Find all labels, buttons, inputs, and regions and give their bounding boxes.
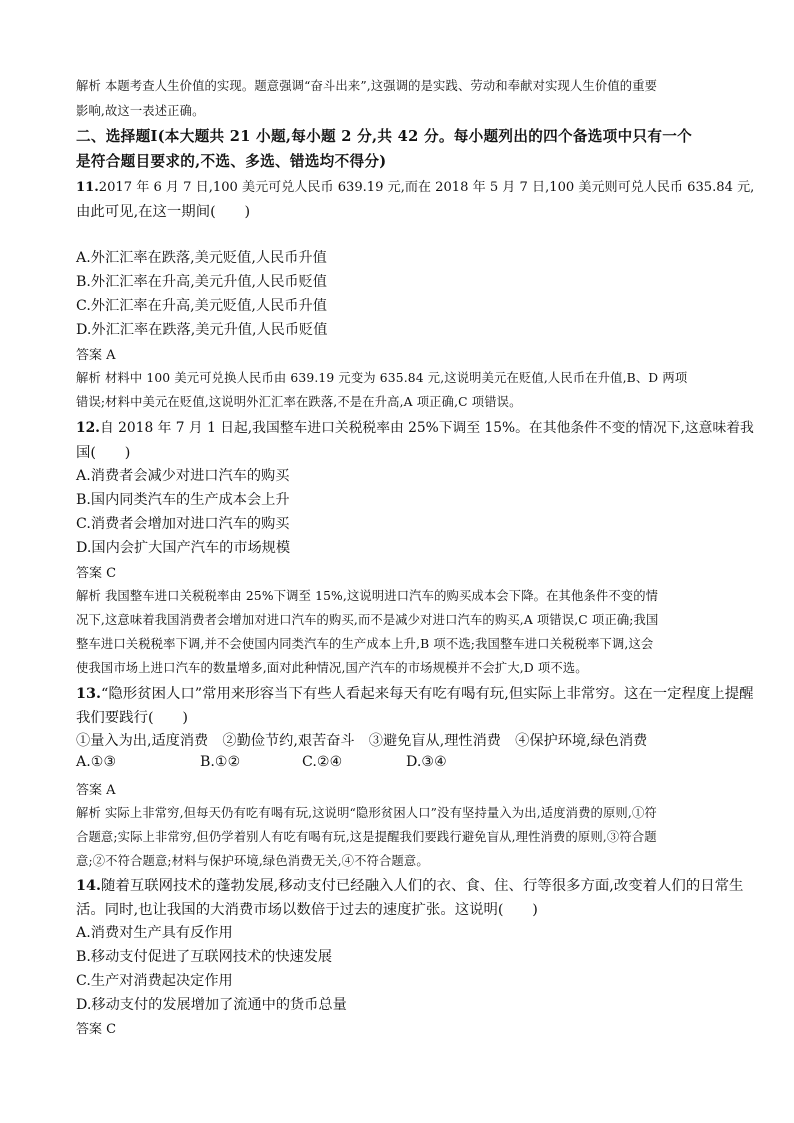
section-header-line-1: 二、选择题Ⅰ(本大题共 21 小题,每小题 2 分,共 42 分。每小题列出的四个备选项中只有一个 [76,128,693,145]
q12-explanation-line-4: 使我国市场上进口汽车的数量增多,面对此种情况,国产汽车的市场规模并不会扩大,D 项不选。 [76,661,588,675]
q12-stem-text-1: 自 2018 年 7 月 1 日起,我国整车进口关税税率由 25%下调至 15%。在其他条件不变的情况下,这意味着我 [99,420,754,436]
q12-stem-line-2: 国( ) [76,445,131,461]
q11-stem-line-1 [76,176,754,195]
q13-statements: ①量入为出,适度消费 ②勤俭节约,艰苦奋斗 ③避免盲从,理性消费 ④保护环境,绿色消费 [76,733,648,749]
q13-option-a: A.①③ [76,754,117,770]
q14-number: 14. [76,877,102,894]
q13-stem-line-1 [76,682,754,703]
q14-option-c: C.生产对消费起决定作用 [76,973,233,989]
q13-option-b: B.①② [200,754,241,770]
q12-explanation-line-1: 解析 我国整车进口关税税率由 25%下调至 15%,这说明进口汽车的购买成本会下降。在其他条件不变的情 [76,589,659,603]
q13-answer: 答案 A [76,783,116,798]
q13-option-d: D.③④ [406,754,447,770]
q11-explanation-line-2: 错误;材料中美元在贬值,这说明外汇汇率在跌落,不是在升高,A 项正确,C 项错误。 [76,395,522,409]
q13-explanation-line-3: 意;②不符合题意;材料与保护环境,绿色消费无关,④不符合题意。 [76,854,429,868]
q12-number: 12. [76,420,100,436]
q13-explanation-line-1: 解析 实际上非常穷,但每天仍有吃有喝有玩,这说明“隐形贫困人口”没有坚持量入为出,适度消费的原则,①符 [76,806,657,820]
q13-number: 13. [76,685,102,702]
q14-stem-line-1 [76,874,743,895]
q14-option-b: B.移动支付促进了互联网技术的快速发展 [76,949,333,965]
q13-option-c: C.②④ [302,754,343,770]
q11-option-d: D.外汇汇率在跌落,美元升值,人民币贬值 [76,322,328,338]
q13-explanation-line-2: 合题意;实际上非常穷,但仍学着别人有吃有喝有玩,这是提醒我们要践行避免盲从,理性消费的原则,③符合题 [76,830,657,844]
q11-stem-text-1: 2017 年 6 月 7 日,100 美元可兑人民币 639.19 元,而在 2018 年 5 月 7 日,100 美元则可兑人民币 635.84 元, [98,180,755,195]
q14-stem-text-1: 随着互联网技术的蓬勃发展,移动支付已经融入人们的衣、食、住、行等很多方面,改变着人们的日常生 [101,878,744,894]
q12-explanation-line-3: 整车进口关税税率下调,并不会使国内同类汽车的生产成本上升,B 项不选;我国整车进口关税税率下调,这会 [76,637,654,651]
q11-option-c: C.外汇汇率在升高,美元贬值,人民币升值 [76,298,327,314]
q12-option-d: D.国内会扩大国产汽车的市场规模 [76,540,291,556]
q11-number: 11. [76,180,99,195]
q13-options-row [76,754,676,774]
q14-option-d: D.移动支付的发展增加了流通中的货币总量 [76,997,347,1013]
q12-stem-line-1 [76,416,754,436]
q11-explanation-line-1: 解析 材料中 100 美元可兑换人民币由 639.19 元变为 635.84 元,这说明美元在贬值,人民币在升值,B、D 两项 [76,371,688,385]
q14-option-a: A.消费对生产具有反作用 [76,925,233,941]
q11-option-a: A.外汇汇率在跌落,美元贬值,人民币升值 [76,250,327,266]
q14-stem-line-2: 活。同时,也让我国的大消费市场以数倍于过去的速度扩张。这说明( ) [76,902,538,918]
q12-option-a: A.消费者会减少对进口汽车的购买 [76,468,290,484]
prev-explanation-line-2: 影响,故这一表述正确。 [76,104,205,118]
prev-explanation-line-1: 解析 本题考查人生价值的实现。题意强调“奋斗出来”,这强调的是实践、劳动和奉献对实现人生价值的重要 [76,79,658,93]
q14-answer: 答案 C [76,1022,117,1037]
q11-option-b: B.外汇汇率在升高,美元升值,人民币贬值 [76,274,327,290]
q12-answer: 答案 C [76,566,117,581]
section-header-line-2: 是符合题目要求的,不选、多选、错选均不得分) [76,153,387,170]
q13-stem-line-2: 我们要践行( ) [76,710,188,726]
q12-option-b: B.国内同类汽车的生产成本会上升 [76,492,290,508]
q11-answer: 答案 A [76,348,116,363]
q12-option-c: C.消费者会增加对进口汽车的购买 [76,516,290,532]
q12-explanation-line-2: 况下,这意味着我国消费者会增加对进口汽车的购买,而不是减少对进口汽车的购买,A 项错误,C 项正确;我国 [76,613,659,627]
q11-stem-line-2: 由此可见,在这一期间( ) [76,204,251,220]
q13-stem-text-1: “隐形贫困人口”常用来形容当下有些人看起来每天有吃有喝有玩,但实际上非常穷。这在一定程度上提醒 [101,686,754,702]
